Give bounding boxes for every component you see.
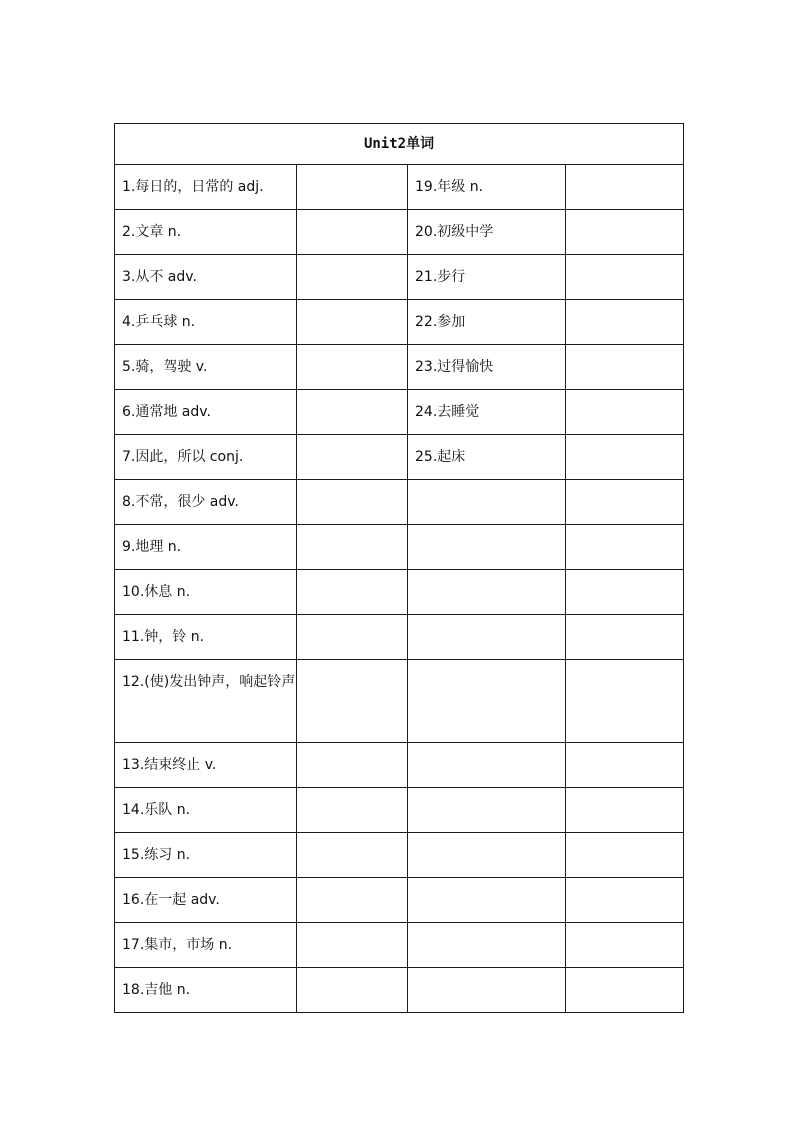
answer-cell-left[interactable] (297, 615, 408, 660)
answer-cell-right[interactable] (566, 210, 684, 255)
vocab-prompt-left: 15.练习 n. (115, 833, 297, 878)
vocab-prompt-right (408, 878, 566, 923)
table-row (115, 390, 684, 435)
answer-cell-left[interactable] (297, 743, 408, 788)
answer-cell-right[interactable] (566, 968, 684, 1013)
vocab-prompt-left: 6.通常地 adv. (115, 390, 297, 435)
table-row (115, 345, 684, 390)
answer-cell-left[interactable] (297, 165, 408, 210)
vocab-prompt-left: 11.钟，铃 n. (115, 615, 297, 660)
table-row (115, 743, 684, 788)
answer-cell-left[interactable] (297, 435, 408, 480)
vocab-prompt-left: 13.结束终止 v. (115, 743, 297, 788)
vocab-prompt-right (408, 923, 566, 968)
answer-cell-right[interactable] (566, 480, 684, 525)
vocab-prompt-right: 25.起床 (408, 435, 566, 480)
vocab-prompt-right (408, 570, 566, 615)
answer-cell-right[interactable] (566, 660, 684, 743)
vocab-prompt-right (408, 615, 566, 660)
answer-cell-left[interactable] (297, 480, 408, 525)
table-row (115, 210, 684, 255)
vocab-prompt-left: 3.从不 adv. (115, 255, 297, 300)
vocab-prompt-right (408, 788, 566, 833)
answer-cell-right[interactable] (566, 878, 684, 923)
table-row (115, 435, 684, 480)
answer-cell-left[interactable] (297, 878, 408, 923)
table-row (115, 525, 684, 570)
vocab-prompt-left: 10.休息 n. (115, 570, 297, 615)
answer-cell-right[interactable] (566, 615, 684, 660)
table-row (115, 788, 684, 833)
answer-cell-right[interactable] (566, 165, 684, 210)
vocabulary-table (114, 123, 684, 1013)
vocab-prompt-right (408, 480, 566, 525)
vocab-prompt-right (408, 525, 566, 570)
table-title-row (115, 124, 684, 165)
table-row (115, 923, 684, 968)
answer-cell-left[interactable] (297, 345, 408, 390)
answer-cell-left[interactable] (297, 210, 408, 255)
vocab-prompt-right: 20.初级中学 (408, 210, 566, 255)
answer-cell-right[interactable] (566, 743, 684, 788)
table-row (115, 968, 684, 1013)
vocab-prompt-left: 18.吉他 n. (115, 968, 297, 1013)
table-row (115, 570, 684, 615)
answer-cell-left[interactable] (297, 788, 408, 833)
answer-cell-left[interactable] (297, 570, 408, 615)
vocab-prompt-left: 16.在一起 adv. (115, 878, 297, 923)
vocab-prompt-left: 12.(使)发出钟声，响起铃声 (115, 660, 297, 743)
table-row (115, 833, 684, 878)
vocab-prompt-left: 17.集市，市场 n. (115, 923, 297, 968)
vocab-prompt-left: 9.地理 n. (115, 525, 297, 570)
vocab-prompt-left: 8.不常，很少 adv. (115, 480, 297, 525)
answer-cell-right[interactable] (566, 788, 684, 833)
vocab-prompt-right: 23.过得愉快 (408, 345, 566, 390)
vocab-prompt-right (408, 968, 566, 1013)
table-row (115, 480, 684, 525)
answer-cell-right[interactable] (566, 300, 684, 345)
answer-cell-right[interactable] (566, 570, 684, 615)
answer-cell-left[interactable] (297, 300, 408, 345)
vocab-prompt-right (408, 660, 566, 743)
answer-cell-right[interactable] (566, 390, 684, 435)
answer-cell-left[interactable] (297, 390, 408, 435)
answer-cell-left[interactable] (297, 923, 408, 968)
answer-cell-right[interactable] (566, 525, 684, 570)
answer-cell-left[interactable] (297, 525, 408, 570)
vocab-prompt-right (408, 743, 566, 788)
answer-cell-right[interactable] (566, 435, 684, 480)
answer-cell-right[interactable] (566, 345, 684, 390)
vocab-prompt-right: 24.去睡觉 (408, 390, 566, 435)
table-title: Unit2单词 (115, 124, 684, 165)
answer-cell-left[interactable] (297, 833, 408, 878)
answer-cell-right[interactable] (566, 255, 684, 300)
vocab-prompt-right (408, 833, 566, 878)
answer-cell-left[interactable] (297, 660, 408, 743)
vocab-prompt-left: 5.骑，驾驶 v. (115, 345, 297, 390)
table-row (115, 878, 684, 923)
table-row (115, 615, 684, 660)
table-row (115, 165, 684, 210)
vocab-prompt-right: 21.步行 (408, 255, 566, 300)
answer-cell-left[interactable] (297, 968, 408, 1013)
vocab-prompt-right: 22.参加 (408, 300, 566, 345)
vocab-prompt-left: 14.乐队 n. (115, 788, 297, 833)
answer-cell-left[interactable] (297, 255, 408, 300)
table-row (115, 660, 684, 743)
answer-cell-right[interactable] (566, 833, 684, 878)
vocab-prompt-left: 1.每日的，日常的 adj. (115, 165, 297, 210)
vocab-prompt-left: 7.因此，所以 conj. (115, 435, 297, 480)
answer-cell-right[interactable] (566, 923, 684, 968)
table-row (115, 255, 684, 300)
vocab-prompt-left: 2.文章 n. (115, 210, 297, 255)
vocab-prompt-right: 19.年级 n. (408, 165, 566, 210)
table-row (115, 300, 684, 345)
vocab-prompt-left: 4.乒乓球 n. (115, 300, 297, 345)
